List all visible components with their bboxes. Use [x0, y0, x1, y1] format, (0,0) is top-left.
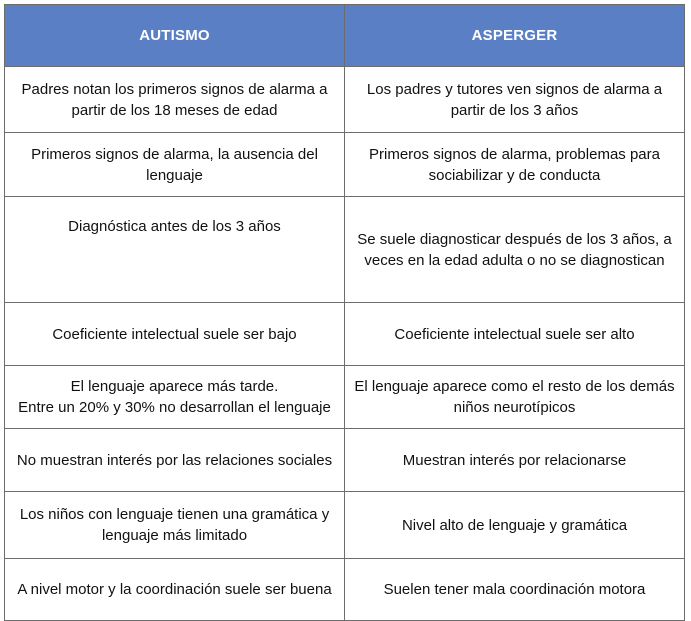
table-row: [5, 67, 685, 133]
cell-autismo: A nivel motor y la coordinación suele ser buena: [5, 559, 345, 621]
cell-autismo: No muestran interés por las relaciones sociales: [5, 429, 345, 492]
cell-autismo: [5, 366, 345, 429]
cell-asperger: Suelen tener mala coordinación motora: [345, 559, 685, 621]
table-row: [5, 492, 685, 559]
cell-autismo: Padres notan los primeros signos de alarma a partir de los 18 meses de edad: [5, 67, 345, 133]
table-row: [5, 133, 685, 197]
cell-asperger: El lenguaje aparece como el resto de los demás niños neurotípicos: [345, 366, 685, 429]
cell-asperger: Los padres y tutores ven signos de alarma a partir de los 3 años: [345, 67, 685, 133]
cell-asperger: Se suele diagnosticar después de los 3 años, a veces en la edad adulta o no se diagnostican: [345, 197, 685, 303]
cell-asperger: Muestran interés por relacionarse: [345, 429, 685, 492]
cell-autismo-line-1: El lenguaje aparece más tarde.: [70, 378, 279, 395]
comparison-table: [4, 4, 685, 621]
cell-autismo: Primeros signos de alarma, la ausencia del lenguaje: [5, 133, 345, 197]
table-row: [5, 303, 685, 366]
cell-asperger: Primeros signos de alarma, problemas para sociabilizar y de conducta: [345, 133, 685, 197]
table-row: [5, 429, 685, 492]
cell-autismo: Los niños con lenguaje tienen una gramática y lenguaje más limitado: [5, 492, 345, 559]
table-row: [5, 366, 685, 429]
cell-autismo: Diagnóstica antes de los 3 años: [5, 197, 345, 303]
table-row: [5, 559, 685, 621]
cell-autismo: Coeficiente intelectual suele ser bajo: [5, 303, 345, 366]
table-row: [5, 197, 685, 303]
cell-autismo-line-2: Entre un 20% y 30% no desarrollan el lenguaje: [18, 399, 331, 416]
header-autismo: AUTISMO: [5, 5, 345, 67]
header-row: [5, 5, 685, 67]
header-asperger: ASPERGER: [345, 5, 685, 67]
cell-asperger: Coeficiente intelectual suele ser alto: [345, 303, 685, 366]
cell-asperger: Nivel alto de lenguaje y gramática: [345, 492, 685, 559]
